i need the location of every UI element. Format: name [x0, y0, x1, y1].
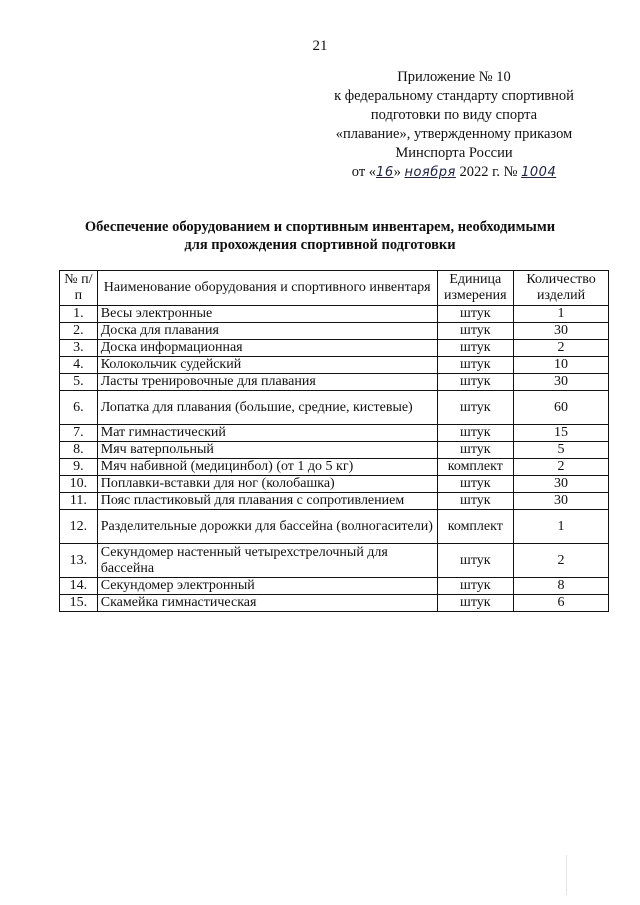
scan-edge-mark: [566, 855, 567, 895]
header-unit: Единица измерения: [437, 271, 514, 306]
cell-num: 11.: [60, 493, 98, 510]
cell-unit: штук: [437, 340, 514, 357]
cell-name: Мат гимнастический: [97, 425, 437, 442]
appendix-line: к федеральному стандарту спортивной: [334, 88, 574, 104]
page-number: 21: [312, 38, 328, 54]
cell-num: 6.: [60, 391, 98, 425]
cell-qty: 5: [514, 442, 609, 459]
cell-num: 15.: [60, 595, 98, 612]
table-row: [60, 374, 609, 391]
header-qty: Количество изделий: [514, 271, 609, 306]
cell-name: Скамейка гимнастическая: [97, 595, 437, 612]
appendix-line: «плавание», утвержденному приказом: [335, 126, 573, 142]
cell-qty: 10: [514, 357, 609, 374]
cell-qty: 6: [514, 595, 609, 612]
cell-qty: 30: [514, 476, 609, 493]
header-num: № п/п: [60, 271, 98, 306]
cell-name: Разделительные дорожки для бассейна (волногасители): [97, 510, 437, 544]
cell-num: 1.: [60, 306, 98, 323]
cell-unit: комплект: [437, 459, 514, 476]
appendix-line: Минспорта России: [395, 145, 513, 161]
cell-qty: 8: [514, 578, 609, 595]
cell-qty: 1: [514, 306, 609, 323]
cell-name: Поплавки-вставки для ног (колобашка): [97, 476, 437, 493]
cell-num: 12.: [60, 510, 98, 544]
title-line: Обеспечение оборудованием и спортивным инвентарем, необходимыми: [84, 219, 556, 235]
date-prefix: от «: [351, 164, 377, 180]
appendix-line: Приложение № 10: [397, 69, 511, 85]
cell-qty: 30: [514, 493, 609, 510]
table-row: [60, 340, 609, 357]
cell-name: Доска информационная: [97, 340, 437, 357]
cell-unit: штук: [437, 391, 514, 425]
table-row: [60, 391, 609, 425]
table-row: [60, 425, 609, 442]
cell-unit: штук: [437, 425, 514, 442]
cell-unit: штук: [437, 595, 514, 612]
cell-qty: 15: [514, 425, 609, 442]
cell-num: 4.: [60, 357, 98, 374]
table-row: [60, 493, 609, 510]
table-row: [60, 442, 609, 459]
cell-name: Доска для плавания: [97, 323, 437, 340]
table-row: [60, 323, 609, 340]
date-year: 2022 г. №: [455, 164, 522, 180]
cell-unit: комплект: [437, 510, 514, 544]
cell-num: 7.: [60, 425, 98, 442]
cell-unit: штук: [437, 357, 514, 374]
cell-unit: штук: [437, 578, 514, 595]
document-title: [60, 218, 580, 254]
cell-name: Секундомер настенный четырехстрелочный для бассейна: [97, 544, 437, 578]
cell-num: 2.: [60, 323, 98, 340]
title-line: для прохождения спортивной подготовки: [184, 237, 456, 253]
cell-qty: 60: [514, 391, 609, 425]
cell-name: Весы электронные: [97, 306, 437, 323]
cell-num: 13.: [60, 544, 98, 578]
table-row: [60, 476, 609, 493]
cell-num: 9.: [60, 459, 98, 476]
cell-name: Лопатка для плавания (большие, средние, кистевые): [97, 391, 437, 425]
cell-name: Мяч набивной (медицинбол) (от 1 до 5 кг): [97, 459, 437, 476]
cell-unit: штук: [437, 442, 514, 459]
cell-unit: штук: [437, 544, 514, 578]
cell-qty: 2: [514, 340, 609, 357]
cell-name: Колокольчик судейский: [97, 357, 437, 374]
handwritten-day: 16: [376, 165, 394, 180]
table-row: [60, 357, 609, 374]
appendix-block: [304, 68, 604, 182]
cell-num: 14.: [60, 578, 98, 595]
header-name: Наименование оборудования и спортивного инвентаря: [97, 271, 437, 306]
table-row: [60, 544, 609, 578]
handwritten-order-number: 1004: [521, 165, 557, 180]
table-row: [60, 459, 609, 476]
cell-name: Секундомер электронный: [97, 578, 437, 595]
table-row: [60, 578, 609, 595]
cell-unit: штук: [437, 374, 514, 391]
cell-unit: штук: [437, 476, 514, 493]
cell-unit: штук: [437, 306, 514, 323]
table-row: [60, 306, 609, 323]
table-row: [60, 595, 609, 612]
cell-num: 3.: [60, 340, 98, 357]
cell-unit: штук: [437, 493, 514, 510]
order-date-line: [304, 163, 604, 182]
table-header-row: [60, 271, 609, 306]
cell-qty: 30: [514, 323, 609, 340]
cell-unit: штук: [437, 323, 514, 340]
cell-num: 5.: [60, 374, 98, 391]
cell-qty: 30: [514, 374, 609, 391]
table-row: [60, 510, 609, 544]
cell-qty: 2: [514, 544, 609, 578]
cell-qty: 2: [514, 459, 609, 476]
cell-name: Ласты тренировочные для плавания: [97, 374, 437, 391]
date-mid: »: [393, 164, 405, 180]
appendix-line: подготовки по виду спорта: [370, 107, 538, 123]
cell-name: Мяч ватерпольный: [97, 442, 437, 459]
handwritten-month: ноября: [404, 165, 456, 180]
cell-qty: 1: [514, 510, 609, 544]
cell-num: 8.: [60, 442, 98, 459]
cell-name: Пояс пластиковый для плавания с сопротивлением: [97, 493, 437, 510]
cell-num: 10.: [60, 476, 98, 493]
equipment-table: [59, 270, 609, 612]
